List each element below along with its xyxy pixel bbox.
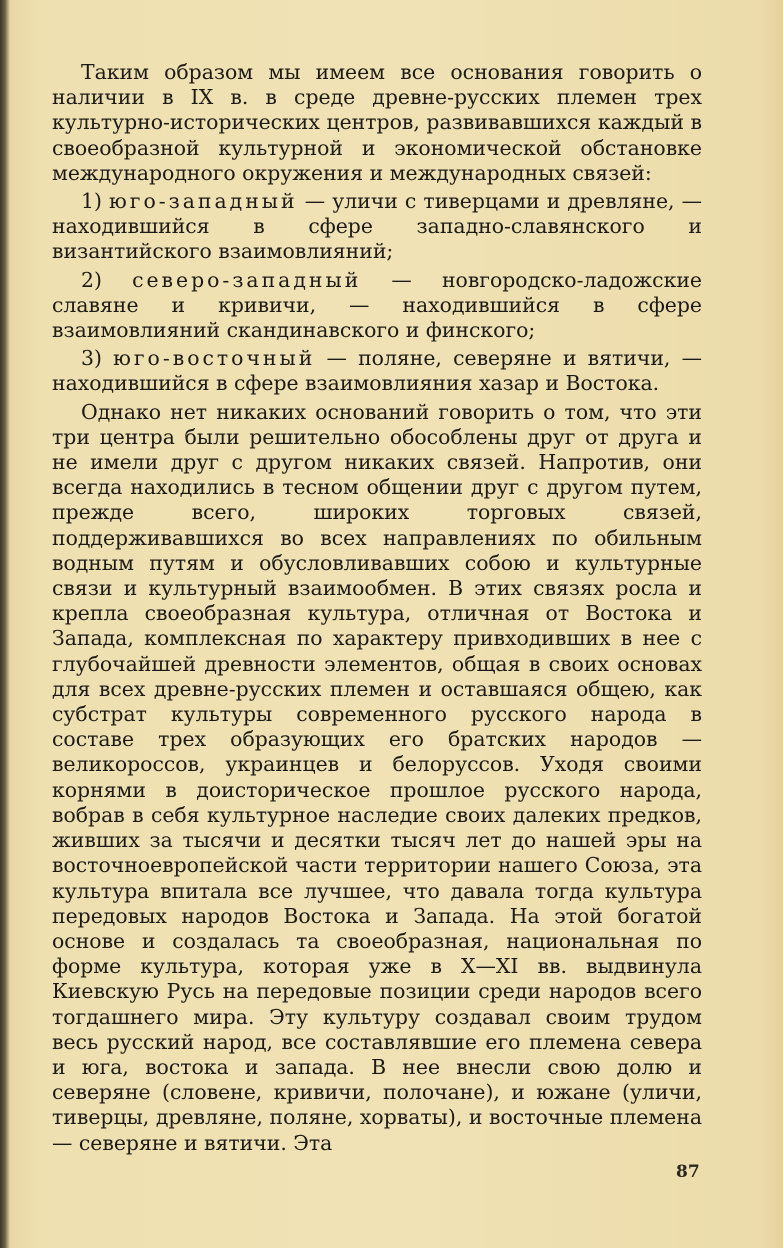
- spaced-term: юго-восточный: [113, 346, 316, 371]
- spaced-term: юго-западный: [109, 189, 298, 214]
- spaced-term: северо-западный: [132, 267, 362, 292]
- list-number: 1): [81, 189, 110, 214]
- list-item-northwest: [52, 268, 702, 344]
- binding-edge: [0, 0, 10, 1248]
- list-number: 2): [81, 267, 133, 292]
- body-text: [52, 60, 702, 1156]
- list-item-southeast: [52, 346, 702, 396]
- page-number: 87: [676, 1162, 700, 1182]
- list-item-text: — уличи с тиверцами и древляне, — находившийся в сфере западно-славянского и византийского взаимовлияний;: [52, 189, 702, 264]
- list-item-text: — новгородско-ладожские славяне и кривичи, — находившийся в сфере взаимовлияний скандинавского и финского;: [52, 267, 702, 343]
- paragraph-intro: Таким образом мы имеем все основания говорить о наличии в IX в. в среде древне-русских племен трех культурно-исторических центров, развивавшихся каждый в своеобразной культурной и экономической обстановке международного окружения и международных связей:: [52, 60, 702, 185]
- list-number: 3): [81, 346, 114, 371]
- list-item-text: — поляне, северяне и вятичи, — находившийся в сфере взаимовлияния хазар и Востока.: [52, 346, 702, 396]
- list-item-southwest: [52, 189, 702, 265]
- paragraph-main: Однако нет никаких оснований говорить о том, что эти три центра были решительно обособлены друг от друга и не имели друг с другом никаких связей. Напротив, они всегда находились в тесном общении друг с другом путем, прежде всего, широких торговых связей, поддерживавшихся во всех направлениях по обильным водным путям и обусловливавших собою и культурные связи и культурный взаимообмен. В этих связях росла и крепла своеобразная культура, отличная от Востока и Запада, комплексная по характеру привходивших в нее с глубочайшей древности элементов, общая в своих основах для всех древне-русских племен и оставшаяся общею, как субстрат культуры современного русского народа в составе трех образующих его братских народов — великороссов, украинцев и белоруссов. Уходя своими корнями в доисторическое прошлое русского народа, вобрав в себя культурное наследие своих далеких предков, живших за тысячи и десятки тысяч лет до нашей эры на восточноевропейской части территории нашего Союза, эта культура впитала все лучшее, что давала тогда культура передовых народов Востока и Запада. На этой богатой основе и создалась та своеобразная, национальная по форме культура, которая уже в X—XI вв. выдвинула Киевскую Русь на передовые позиции среди народов всего тогдашнего мира. Эту культуру создавал своим трудом весь русский народ, все составлявшие его племена севера и юга, востока и запада. В нее внесли свою долю и северяне (словене, кривичи, полочане), и южане (уличи, тиверцы, древляне, поляне, хорваты), и восточные племена — северяне и вятичи. Эта: [52, 399, 702, 1155]
